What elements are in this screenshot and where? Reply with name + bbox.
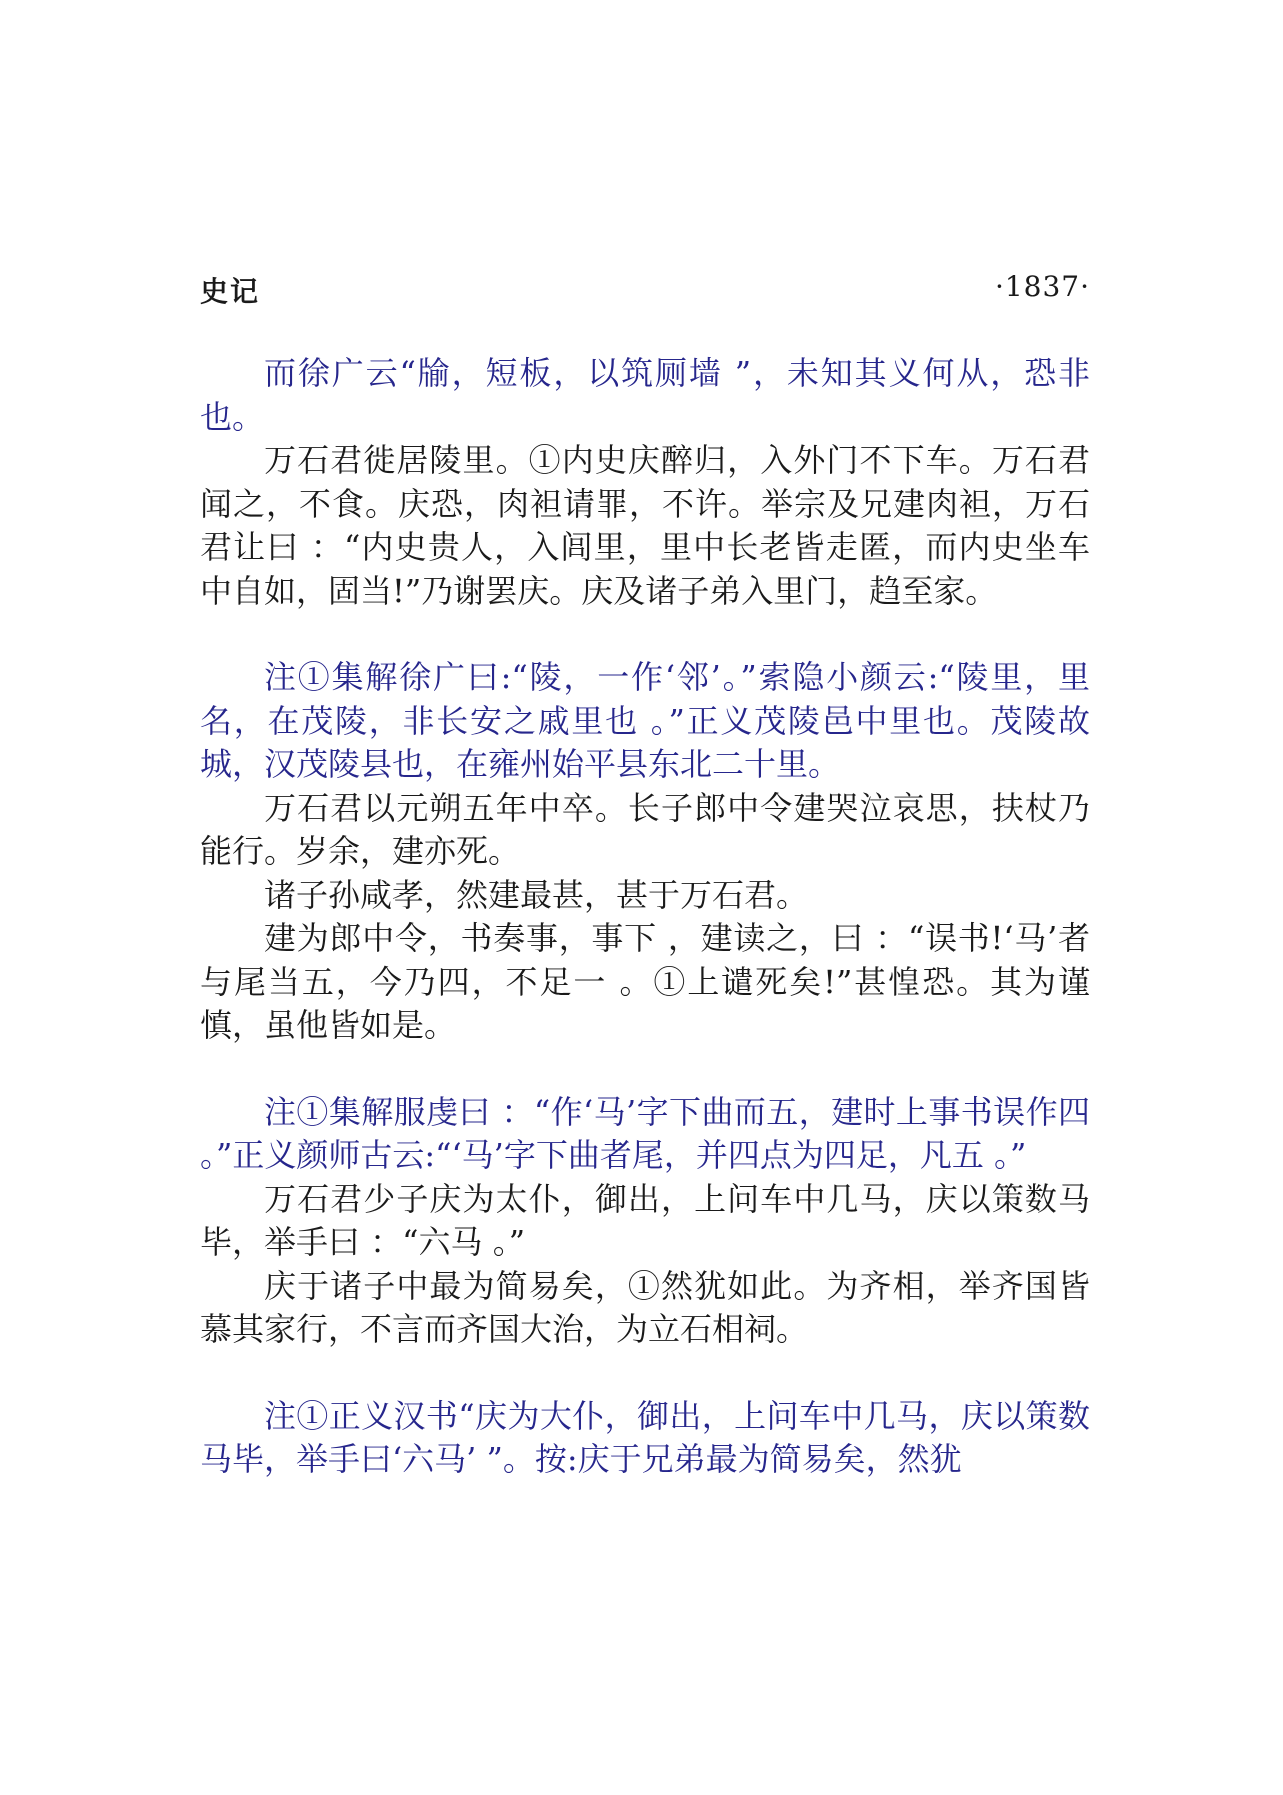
commentary-paragraph: 注①正义汉书“庆为大仆，御出，上问车中几马，庆以策数马毕，举手曰‘六马’ ”。按:庆于兄弟最为简易矣，然犹 bbox=[200, 1396, 1090, 1478]
commentary-paragraph: 注①集解徐广曰:“陵，一作‘邻’。”索隐小颜云:“陵里，里名，在茂陵，非长安之戚里也 。”正义茂陵邑中里也。茂陵故城，汉茂陵县也，在雍州始平县东北二十里。 bbox=[200, 658, 1090, 783]
main-text-paragraph: 建为郎中令，书奏事，事下 ，建读之，曰 ：“误书!‘马’者与尾当五，今乃四，不足一 。①上谴死矣!”甚惶恐。其为谨慎，虽他皆如是。 bbox=[200, 919, 1090, 1044]
main-text-paragraph: 诸子孙咸孝，然建最甚，甚于万石君。 bbox=[264, 875, 809, 914]
commentary-paragraph: 而徐广云“牏，短板，以筑厕墙 ”，未知其义何从，恐非也。 bbox=[200, 354, 1090, 436]
commentary-paragraph: 注①集解服虔曰 ：“作‘马’字下曲而五，建时上事书误作四 。”正义颜师古云:“‘马’字下曲者尾，并四点为四足，凡五 。” bbox=[200, 1092, 1090, 1174]
page-number: ·1837· bbox=[994, 270, 1090, 303]
book-title: 史记 bbox=[200, 275, 261, 308]
main-text-paragraph: 万石君徙居陵里。①内史庆醉归，入外门不下车。万石君闻之，不食。庆恐，肉袒请罪，不许。举宗及兄建肉袒，万石君让曰 ：“内史贵人，入闾里，里中长老皆走匿，而内史坐车中自如，固当!”乃谢罢庆。庆及诸子弟入里门，趋至家。 bbox=[200, 441, 1090, 610]
body-text bbox=[200, 352, 1090, 1482]
main-text-paragraph: 庆于诸子中最为简易矣，①然犹如此。为齐相，举齐国皆慕其家行，不言而齐国大治，为立石相祠。 bbox=[200, 1266, 1090, 1348]
main-text-paragraph: 万石君少子庆为太仆，御出，上问车中几马，庆以策数马毕，举手曰 ：“六马 。” bbox=[200, 1179, 1090, 1261]
page-header bbox=[200, 270, 1090, 310]
main-text-paragraph: 万石君以元朔五年中卒。长子郎中令建哭泣哀思，扶杖乃能行。岁余，建亦死。 bbox=[200, 788, 1090, 870]
